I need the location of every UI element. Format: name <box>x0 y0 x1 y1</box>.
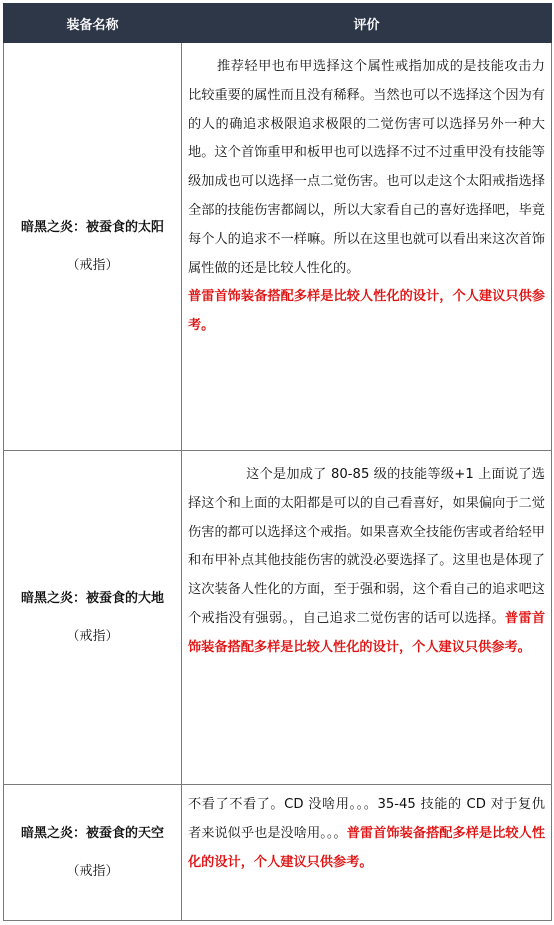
equipment-name: 暗黑之炎：被蚕食的天空 <box>20 825 164 841</box>
table-header-row <box>4 4 552 43</box>
equipment-type: （戒指） <box>66 863 119 879</box>
review-paragraph <box>182 785 551 883</box>
review-cell <box>182 451 552 785</box>
review-highlight: 普雷首饰装备搭配多样是比较人性化的设计，个人建议只供参考。 <box>188 825 546 870</box>
table-row <box>4 451 552 785</box>
equipment-name: 暗黑之炎：被蚕食的大地 <box>20 590 164 606</box>
table-row <box>4 785 552 921</box>
equipment-name-cell <box>4 43 182 451</box>
equipment-name-cell <box>4 451 182 785</box>
header-equipment-name: 装备名称 <box>4 4 182 43</box>
review-cell <box>182 785 552 921</box>
review-highlight: 普雷首饰装备搭配多样是比较人性化的设计，个人建议只供参考。 <box>188 610 546 655</box>
header-review: 评价 <box>182 4 552 43</box>
equipment-name: 暗黑之炎：被蚕食的太阳 <box>20 219 164 235</box>
review-paragraph <box>182 451 551 669</box>
equipment-type: （戒指） <box>66 257 119 273</box>
review-text: 这个是加成了 80-85 级的技能等级+1 上面说了选择这个和上面的太阳都是可以的自己看喜好，如果偏向于二觉伤害的都可以选择这个戒指。如果喜欢全技能伤害或者给轻甲和布甲补点其他技能伤害的就没必要选择了。这里也是体现了这次装备人性化的方面，至于强和弱，这个看自己的追求吧这个戒指没有强弱。，自己追求二觉伤害的话可以选择。 <box>188 467 545 626</box>
table-row <box>4 43 552 451</box>
review-paragraph <box>182 43 551 347</box>
review-highlight: 普雷首饰装备搭配多样是比较人性化的设计，个人建议只供参考。 <box>188 289 545 334</box>
equipment-type: （戒指） <box>66 628 119 644</box>
review-text: 推荐轻甲也布甲选择这个属性戒指加成的是技能攻击力比较重要的属性而且没有稀释。当然也可以不选择这个因为有的人的确追求极限追求极限的二觉伤害可以选择另外一种大地。这个首饰重甲和板甲也可以选择不过不过重甲没有技能等级加成也可以选择一点二觉伤害。也可以走这个太阳戒指选择全部的技能伤害都阔以，所以大家看自己的喜好选择吧，毕竟每个人的追求不一样嘛。所以在这里也就可以看出来这次首饰属性做的还是比较人性化的。 <box>188 59 545 276</box>
review-text: 不看了不看了。CD 没啥用。。。35-45 技能的 CD 对于复仇者来说似乎也是没啥用。。。 <box>188 797 545 841</box>
review-cell <box>182 43 552 451</box>
equipment-name-cell <box>4 785 182 921</box>
equipment-review-table <box>3 3 552 921</box>
